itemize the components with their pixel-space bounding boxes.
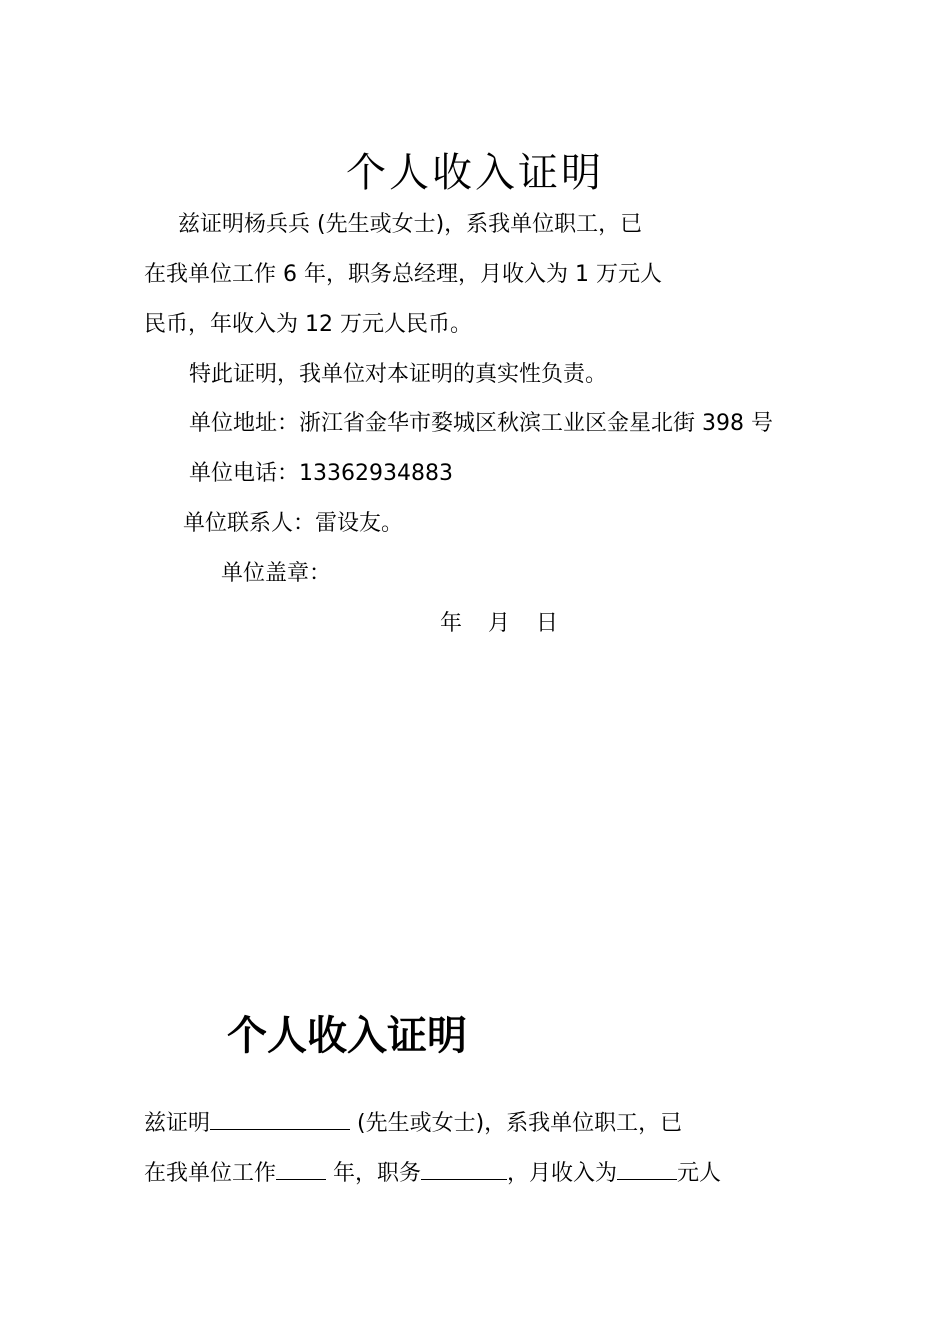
responsibility-statement: 特此证明，我单位对本证明的真实性负责。 bbox=[189, 362, 608, 387]
template-line-1 bbox=[144, 1107, 682, 1139]
unit-contact: 单位联系人：雷设友。 bbox=[183, 511, 404, 536]
certificate-line-1: 兹证明杨兵兵 (先生或女士)，系我单位职工，已 bbox=[178, 212, 643, 237]
date-year: 年 bbox=[440, 611, 463, 636]
years-blank bbox=[276, 1157, 326, 1180]
template-line-2 bbox=[144, 1157, 721, 1189]
name-blank bbox=[210, 1107, 350, 1130]
page-title: 个人收入证明 bbox=[346, 150, 604, 196]
unit-phone: 单位电话：13362934883 bbox=[189, 461, 453, 486]
date-line bbox=[440, 609, 558, 639]
date-month: 月 bbox=[488, 611, 511, 636]
position-blank bbox=[421, 1157, 507, 1180]
template-title: 个人收入证明 bbox=[227, 1013, 467, 1059]
template-line-2-part2: 年，职务 bbox=[326, 1161, 422, 1186]
income-blank bbox=[617, 1157, 677, 1180]
date-day: 日 bbox=[536, 611, 559, 636]
unit-address: 单位地址：浙江省金华市婺城区秋滨工业区金星北街 398 号 bbox=[189, 411, 773, 436]
template-line-1-prefix: 兹证明 bbox=[144, 1111, 211, 1136]
template-line-2-part3: ，月收入为 bbox=[507, 1161, 618, 1186]
certificate-line-2: 在我单位工作 6 年，职务总经理，月收入为 1 万元人 bbox=[144, 262, 662, 287]
template-line-2-part1: 在我单位工作 bbox=[144, 1161, 277, 1186]
unit-seal: 单位盖章： bbox=[221, 561, 332, 586]
certificate-line-3: 民币，年收入为 12 万元人民币。 bbox=[144, 312, 472, 337]
template-line-1-suffix: (先生或女士)，系我单位职工，已 bbox=[350, 1111, 683, 1136]
template-line-2-part4: 元人 bbox=[677, 1161, 722, 1186]
